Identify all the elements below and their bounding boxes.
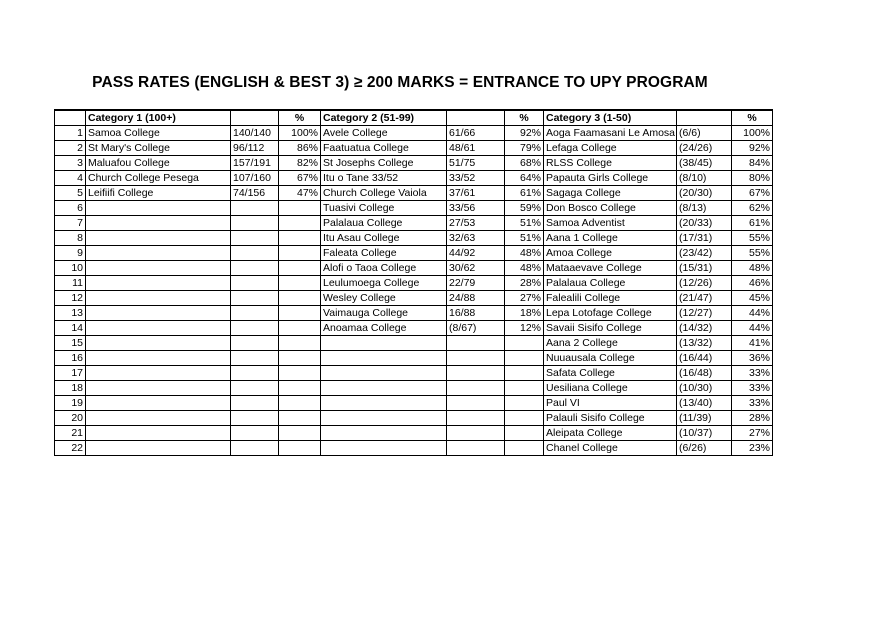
table-row [55, 426, 773, 441]
cat2-percent: 28% [505, 276, 544, 291]
cat1-school [86, 426, 231, 441]
cat3-percent: 92% [732, 141, 773, 156]
cat2-ratio: (8/67) [447, 321, 505, 336]
cat2-school: Anoamaa College [321, 321, 447, 336]
table-row [55, 201, 773, 216]
cat2-percent: 61% [505, 186, 544, 201]
cat3-ratio: (8/13) [677, 201, 732, 216]
cat3-school: Nuuausala College [544, 351, 677, 366]
cat3-ratio: (12/26) [677, 276, 732, 291]
cat3-percent: 46% [732, 276, 773, 291]
cat2-school: Palalaua College [321, 216, 447, 231]
cat3-ratio: (6/6) [677, 126, 732, 141]
row-index: 1 [55, 126, 86, 141]
cat1-ratio: 107/160 [231, 171, 279, 186]
cat2-percent [505, 441, 544, 456]
cat3-ratio: (13/40) [677, 396, 732, 411]
cat3-percent: 27% [732, 426, 773, 441]
cat2-percent: 18% [505, 306, 544, 321]
cat1-school [86, 336, 231, 351]
cat3-percent: 62% [732, 201, 773, 216]
table-row [55, 351, 773, 366]
cat1-ratio [231, 366, 279, 381]
cat1-ratio [231, 261, 279, 276]
row-index: 12 [55, 291, 86, 306]
cat2-percent [505, 336, 544, 351]
table-row [55, 261, 773, 276]
cat1-ratio: 74/156 [231, 186, 279, 201]
header-ratio-3 [677, 110, 732, 126]
table-row [55, 411, 773, 426]
cat3-percent: 23% [732, 441, 773, 456]
page-title: PASS RATES (ENGLISH & BEST 3) ≥ 200 MARKS = ENTRANCE TO UPY PROGRAM [92, 74, 708, 91]
cat3-percent: 67% [732, 186, 773, 201]
cat3-ratio: (10/37) [677, 426, 732, 441]
cat3-school: Samoa Adventist [544, 216, 677, 231]
cat3-ratio: (38/45) [677, 156, 732, 171]
cat1-school [86, 306, 231, 321]
cat1-ratio [231, 336, 279, 351]
table-row [55, 141, 773, 156]
cat2-ratio: 48/61 [447, 141, 505, 156]
cat2-ratio [447, 351, 505, 366]
cat1-school: Maluafou College [86, 156, 231, 171]
row-index: 10 [55, 261, 86, 276]
cat1-ratio: 157/191 [231, 156, 279, 171]
cat3-percent: 33% [732, 381, 773, 396]
cat3-percent: 41% [732, 336, 773, 351]
cat3-ratio: (12/27) [677, 306, 732, 321]
row-index: 22 [55, 441, 86, 456]
cat3-percent: 100% [732, 126, 773, 141]
cat1-percent [279, 306, 321, 321]
cat2-school: Itu Asau College [321, 231, 447, 246]
cat2-percent [505, 351, 544, 366]
cat1-school [86, 291, 231, 306]
cat2-ratio [447, 381, 505, 396]
row-index: 20 [55, 411, 86, 426]
cat3-school: Sagaga College [544, 186, 677, 201]
header-category-3: Category 3 (1-50) [544, 110, 677, 126]
cat3-school: Savaii Sisifo College [544, 321, 677, 336]
cat2-ratio: 51/75 [447, 156, 505, 171]
cat1-ratio: 96/112 [231, 141, 279, 156]
cat2-ratio: 32/63 [447, 231, 505, 246]
header-row [55, 110, 773, 126]
cat2-ratio [447, 366, 505, 381]
table-row [55, 171, 773, 186]
cat2-ratio: 16/88 [447, 306, 505, 321]
cat3-percent: 61% [732, 216, 773, 231]
cat2-school: Vaimauga College [321, 306, 447, 321]
cat1-school [86, 441, 231, 456]
cat1-ratio [231, 201, 279, 216]
table-row [55, 291, 773, 306]
cat1-school: Leifiifi College [86, 186, 231, 201]
cat3-ratio: (16/48) [677, 366, 732, 381]
cat3-ratio: (14/32) [677, 321, 732, 336]
cat3-school: RLSS College [544, 156, 677, 171]
row-index: 18 [55, 381, 86, 396]
cat3-percent: 33% [732, 396, 773, 411]
cat1-ratio [231, 426, 279, 441]
cat2-ratio [447, 426, 505, 441]
cat3-school: Mataaevave College [544, 261, 677, 276]
cat2-school [321, 396, 447, 411]
table-row [55, 336, 773, 351]
cat1-ratio [231, 306, 279, 321]
header-index [55, 110, 86, 126]
cat2-ratio: 22/79 [447, 276, 505, 291]
cat1-ratio [231, 276, 279, 291]
row-index: 5 [55, 186, 86, 201]
cat1-percent [279, 291, 321, 306]
cat2-percent [505, 366, 544, 381]
cat3-percent: 84% [732, 156, 773, 171]
cat3-percent: 44% [732, 321, 773, 336]
row-index: 8 [55, 231, 86, 246]
row-index: 11 [55, 276, 86, 291]
cat3-ratio: (20/33) [677, 216, 732, 231]
cat2-ratio: 37/61 [447, 186, 505, 201]
cat3-school: Safata College [544, 366, 677, 381]
cat1-percent: 82% [279, 156, 321, 171]
table-row [55, 231, 773, 246]
cat2-percent: 48% [505, 246, 544, 261]
cat1-ratio [231, 396, 279, 411]
cat1-percent [279, 441, 321, 456]
cat3-percent: 45% [732, 291, 773, 306]
cat1-percent [279, 201, 321, 216]
table-row [55, 186, 773, 201]
row-index: 14 [55, 321, 86, 336]
header-ratio-1 [231, 110, 279, 126]
cat3-ratio: (17/31) [677, 231, 732, 246]
cat1-school [86, 201, 231, 216]
cat2-percent [505, 426, 544, 441]
cat1-ratio [231, 411, 279, 426]
cat1-school: Samoa College [86, 126, 231, 141]
cat1-percent [279, 411, 321, 426]
table-row [55, 276, 773, 291]
cat2-school [321, 411, 447, 426]
cat3-school: Chanel College [544, 441, 677, 456]
cat2-school [321, 336, 447, 351]
cat3-percent: 80% [732, 171, 773, 186]
cat2-ratio: 61/66 [447, 126, 505, 141]
cat1-percent [279, 426, 321, 441]
cat1-school [86, 321, 231, 336]
cat3-school: Aana 2 College [544, 336, 677, 351]
header-percent-3: % [732, 110, 773, 126]
cat2-school [321, 351, 447, 366]
header-category-2: Category 2 (51-99) [321, 110, 447, 126]
cat3-percent: 55% [732, 246, 773, 261]
cat1-percent [279, 336, 321, 351]
cat2-percent: 51% [505, 216, 544, 231]
cat1-school [86, 276, 231, 291]
table-row [55, 126, 773, 141]
cat3-ratio: (20/30) [677, 186, 732, 201]
cat1-ratio: 140/140 [231, 126, 279, 141]
cat2-percent [505, 396, 544, 411]
cat3-ratio: (6/26) [677, 441, 732, 456]
row-index: 7 [55, 216, 86, 231]
row-index: 2 [55, 141, 86, 156]
cat3-school: Aana 1 College [544, 231, 677, 246]
cat3-ratio: (24/26) [677, 141, 732, 156]
table-row [55, 246, 773, 261]
table-row [55, 216, 773, 231]
cat1-ratio [231, 441, 279, 456]
cat3-percent: 44% [732, 306, 773, 321]
cat1-ratio [231, 351, 279, 366]
cat3-percent: 33% [732, 366, 773, 381]
cat2-percent: 79% [505, 141, 544, 156]
cat2-ratio: 27/53 [447, 216, 505, 231]
cat3-ratio: (15/31) [677, 261, 732, 276]
cat3-school: Aleipata College [544, 426, 677, 441]
cat3-ratio: (23/42) [677, 246, 732, 261]
cat1-percent: 47% [279, 186, 321, 201]
cat2-ratio [447, 441, 505, 456]
cat2-percent [505, 411, 544, 426]
cat2-ratio: 33/56 [447, 201, 505, 216]
table-row [55, 321, 773, 336]
cat2-school: Church College Vaiola [321, 186, 447, 201]
header-percent-1: % [279, 110, 321, 126]
cat3-school: Aoga Faamasani Le Amosa [544, 126, 677, 141]
cat1-school [86, 396, 231, 411]
cat1-percent [279, 216, 321, 231]
cat3-school: Amoa College [544, 246, 677, 261]
header-percent-2: % [505, 110, 544, 126]
cat1-school [86, 231, 231, 246]
cat1-ratio [231, 321, 279, 336]
cat2-ratio: 30/62 [447, 261, 505, 276]
cat2-ratio: 44/92 [447, 246, 505, 261]
cat3-ratio: (10/30) [677, 381, 732, 396]
cat1-school [86, 381, 231, 396]
table-row [55, 396, 773, 411]
cat1-school [86, 366, 231, 381]
cat3-percent: 48% [732, 261, 773, 276]
row-index: 3 [55, 156, 86, 171]
header-category-1: Category 1 (100+) [86, 110, 231, 126]
cat2-school [321, 381, 447, 396]
cat3-ratio: (11/39) [677, 411, 732, 426]
pass-rates-table [54, 109, 773, 456]
cat2-ratio: 33/52 [447, 171, 505, 186]
cat1-ratio [231, 246, 279, 261]
cat2-percent: 48% [505, 261, 544, 276]
table-row [55, 156, 773, 171]
cat3-ratio: (13/32) [677, 336, 732, 351]
cat1-percent [279, 381, 321, 396]
cat2-school: Avele College [321, 126, 447, 141]
cat3-school: Lepa Lotofage College [544, 306, 677, 321]
cat3-school: Palalaua College [544, 276, 677, 291]
row-index: 19 [55, 396, 86, 411]
cat1-percent [279, 231, 321, 246]
row-index: 16 [55, 351, 86, 366]
cat1-percent [279, 261, 321, 276]
cat2-ratio [447, 411, 505, 426]
cat1-school: Church College Pesega [86, 171, 231, 186]
cat3-school: Don Bosco College [544, 201, 677, 216]
cat3-percent: 55% [732, 231, 773, 246]
cat2-percent: 59% [505, 201, 544, 216]
cat1-school [86, 351, 231, 366]
cat1-percent [279, 366, 321, 381]
cat1-percent: 100% [279, 126, 321, 141]
cat2-school: Tuasivi College [321, 201, 447, 216]
cat3-percent: 36% [732, 351, 773, 366]
cat1-percent [279, 321, 321, 336]
cat2-percent: 27% [505, 291, 544, 306]
row-index: 17 [55, 366, 86, 381]
cat3-school: Uesiliana College [544, 381, 677, 396]
table-row [55, 381, 773, 396]
cat2-school: Faleata College [321, 246, 447, 261]
cat2-percent: 68% [505, 156, 544, 171]
cat2-ratio [447, 336, 505, 351]
cat1-ratio [231, 381, 279, 396]
cat1-ratio [231, 231, 279, 246]
cat2-school: Itu o Tane 33/52 [321, 171, 447, 186]
cat3-ratio: (8/10) [677, 171, 732, 186]
cat3-ratio: (16/44) [677, 351, 732, 366]
cat3-school: Falealili College [544, 291, 677, 306]
cat1-school [86, 246, 231, 261]
cat2-school: Wesley College [321, 291, 447, 306]
cat3-school: Papauta Girls College [544, 171, 677, 186]
cat2-percent: 12% [505, 321, 544, 336]
cat1-school [86, 261, 231, 276]
cat1-percent: 67% [279, 171, 321, 186]
cat2-percent: 92% [505, 126, 544, 141]
cat1-percent [279, 396, 321, 411]
cat2-percent [505, 381, 544, 396]
cat3-school: Palauli Sisifo College [544, 411, 677, 426]
cat1-ratio [231, 216, 279, 231]
cat2-ratio [447, 396, 505, 411]
cat1-school [86, 411, 231, 426]
cat1-percent [279, 351, 321, 366]
cat1-school: St Mary's College [86, 141, 231, 156]
row-index: 15 [55, 336, 86, 351]
header-ratio-2 [447, 110, 505, 126]
cat2-ratio: 24/88 [447, 291, 505, 306]
cat3-percent: 28% [732, 411, 773, 426]
cat3-school: Lefaga College [544, 141, 677, 156]
cat2-school: St Josephs College [321, 156, 447, 171]
cat1-percent [279, 246, 321, 261]
cat1-ratio [231, 291, 279, 306]
cat2-percent: 51% [505, 231, 544, 246]
cat3-school: Paul VI [544, 396, 677, 411]
row-index: 9 [55, 246, 86, 261]
row-index: 13 [55, 306, 86, 321]
cat2-school: Alofi o Taoa College [321, 261, 447, 276]
cat2-school [321, 441, 447, 456]
cat1-school [86, 216, 231, 231]
cat2-school [321, 426, 447, 441]
cat2-percent: 64% [505, 171, 544, 186]
row-index: 21 [55, 426, 86, 441]
row-index: 4 [55, 171, 86, 186]
cat3-ratio: (21/47) [677, 291, 732, 306]
cat2-school: Faatuatua College [321, 141, 447, 156]
cat1-percent [279, 276, 321, 291]
row-index: 6 [55, 201, 86, 216]
table-row [55, 366, 773, 381]
cat2-school: Leulumoega College [321, 276, 447, 291]
table-row [55, 306, 773, 321]
cat1-percent: 86% [279, 141, 321, 156]
cat2-school [321, 366, 447, 381]
table-row [55, 441, 773, 456]
